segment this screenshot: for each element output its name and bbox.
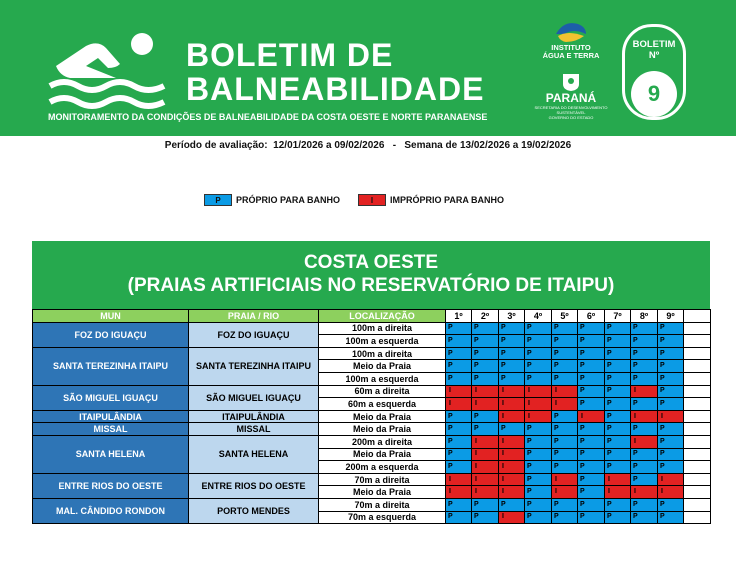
status-cell-blank [684, 385, 711, 398]
status-cell: P [658, 435, 684, 448]
status-cell: I [525, 410, 552, 423]
status-cell: P [472, 360, 499, 373]
status-cell: P [578, 423, 605, 436]
status-cell: P [658, 385, 684, 398]
status-cell: P [552, 372, 578, 385]
status-cell: I [472, 398, 499, 411]
col-header-day: 6º [578, 310, 605, 323]
location-cell: 200m a esquerda [319, 461, 446, 474]
status-cell: I [631, 385, 658, 398]
status-cell: P [446, 410, 472, 423]
status-cell: P [446, 322, 472, 335]
status-cell: P [525, 423, 552, 436]
status-cell: P [605, 322, 631, 335]
status-cell-blank [684, 486, 711, 499]
status-cell: I [446, 398, 472, 411]
parana-coat-of-arms-icon [559, 72, 583, 92]
iat-logo-icon [554, 20, 588, 44]
status-cell: P [631, 335, 658, 348]
status-cell: I [658, 486, 684, 499]
status-cell: P [499, 322, 525, 335]
status-cell: P [658, 398, 684, 411]
status-cell: P [446, 360, 472, 373]
status-cell: P [499, 372, 525, 385]
status-cell: P [552, 461, 578, 474]
status-cell-blank [684, 423, 711, 436]
status-cell: P [605, 511, 631, 524]
location-cell: 70m a direita [319, 473, 446, 486]
status-cell: I [658, 410, 684, 423]
status-cell: I [552, 398, 578, 411]
status-cell: P [578, 511, 605, 524]
status-cell: P [525, 448, 552, 461]
status-cell: P [446, 448, 472, 461]
status-cell: I [472, 486, 499, 499]
status-cell: I [472, 435, 499, 448]
location-cell: Meio da Praia [319, 448, 446, 461]
table-row [33, 435, 711, 448]
status-cell: P [605, 335, 631, 348]
status-cell: P [605, 461, 631, 474]
col-header-day: 8º [631, 310, 658, 323]
status-cell-blank [684, 372, 711, 385]
status-cell-blank [684, 347, 711, 360]
beach-cell: PORTO MENDES [189, 498, 319, 523]
status-cell: P [525, 347, 552, 360]
status-cell: P [552, 335, 578, 348]
header-banner [0, 0, 736, 136]
status-cell: P [472, 498, 499, 511]
status-cell: P [631, 423, 658, 436]
status-cell: P [578, 372, 605, 385]
status-cell: I [499, 435, 525, 448]
status-cell: P [578, 335, 605, 348]
status-cell: P [578, 385, 605, 398]
status-cell: I [499, 398, 525, 411]
bulletin-subtitle: MONITORAMENTO DA CONDIÇÕES DE BALNEABILIDADE DA COSTA OESTE E NORTE PARANAENSE [48, 112, 488, 122]
status-cell: P [578, 498, 605, 511]
status-cell: P [525, 498, 552, 511]
location-cell: 100m a direita [319, 347, 446, 360]
status-cell: I [552, 385, 578, 398]
status-cell: P [552, 322, 578, 335]
evaluation-period: Período de avaliação: 12/01/2026 a 09/02/2026 - Semana de 13/02/2026 a 19/02/2026 [164, 140, 572, 151]
status-cell: P [605, 423, 631, 436]
iat-logo [536, 20, 606, 60]
region-subtitle: (PRAIAS ARTIFICIAIS NO RESERVATÓRIO DE ITAIPU) [127, 275, 615, 296]
municipality-cell: ENTRE RIOS DO OESTE [33, 473, 189, 498]
status-cell: P [499, 360, 525, 373]
status-cell: P [525, 372, 552, 385]
status-cell: P [605, 372, 631, 385]
status-cell: P [658, 347, 684, 360]
badge-label-line1: BOLETIM [632, 39, 676, 50]
col-header-day: 2º [472, 310, 499, 323]
status-cell: I [631, 486, 658, 499]
status-cell: I [499, 461, 525, 474]
status-cell-blank [684, 461, 711, 474]
status-cell: P [578, 360, 605, 373]
status-cell: P [578, 448, 605, 461]
status-cell: P [658, 372, 684, 385]
municipality-cell: ITAIPULÂNDIA [33, 410, 189, 423]
parana-logo [533, 72, 609, 120]
status-cell: P [631, 372, 658, 385]
status-cell: P [525, 511, 552, 524]
status-cell: P [552, 347, 578, 360]
location-cell: 100m a esquerda [319, 372, 446, 385]
status-cell: P [472, 372, 499, 385]
badge-label-line2: Nº [648, 50, 660, 61]
bulletin-number-badge [622, 24, 686, 120]
status-cell: P [446, 372, 472, 385]
status-cell: I [499, 410, 525, 423]
status-cell: P [499, 347, 525, 360]
status-cell: P [605, 347, 631, 360]
status-cell: P [605, 410, 631, 423]
status-cell: P [525, 461, 552, 474]
status-cell: I [605, 473, 631, 486]
col-header-location: LOCALIZAÇÃO [319, 310, 446, 323]
status-cell: I [631, 410, 658, 423]
col-header-day: 5º [552, 310, 578, 323]
status-cell: I [472, 461, 499, 474]
status-cell: P [472, 347, 499, 360]
status-cell: P [446, 423, 472, 436]
col-header-municipality: MUN [33, 310, 189, 323]
status-cell: I [605, 486, 631, 499]
status-cell: P [578, 461, 605, 474]
status-cell: I [578, 410, 605, 423]
table-row [33, 385, 711, 398]
status-cell: I [525, 398, 552, 411]
status-cell: P [631, 347, 658, 360]
location-cell: 60m a esquerda [319, 398, 446, 411]
location-cell: 70m a direita [319, 498, 446, 511]
beach-cell: ITAIPULÂNDIA [189, 410, 319, 423]
status-cell-blank [684, 335, 711, 348]
municipality-cell: MAL. CÂNDIDO RONDON [33, 498, 189, 523]
status-cell: I [525, 385, 552, 398]
location-cell: 60m a direita [319, 385, 446, 398]
status-cell: P [525, 435, 552, 448]
status-cell: P [552, 435, 578, 448]
status-cell: I [631, 435, 658, 448]
bulletin-title-line2: BALNEABILIDADE [186, 71, 485, 107]
status-cell: P [658, 461, 684, 474]
legend-improper-label: IMPRÓPRIO PARA BANHO [390, 195, 505, 205]
status-cell: I [552, 473, 578, 486]
status-cell: P [578, 486, 605, 499]
status-cell: P [552, 423, 578, 436]
status-cell: P [578, 473, 605, 486]
region-header [32, 241, 710, 309]
status-cell: I [552, 486, 578, 499]
col-header-blank [684, 310, 711, 323]
status-cell: I [472, 385, 499, 398]
status-cell: P [658, 360, 684, 373]
location-cell: Meio da Praia [319, 423, 446, 436]
location-cell: 100m a esquerda [319, 335, 446, 348]
beach-cell: FOZ DO IGUAÇU [189, 322, 319, 347]
status-cell: I [499, 486, 525, 499]
status-cell: P [605, 360, 631, 373]
status-cell: P [631, 448, 658, 461]
status-cell: P [631, 322, 658, 335]
status-cell: P [631, 398, 658, 411]
bulletin-number: 9 [631, 71, 677, 117]
status-cell: P [631, 461, 658, 474]
col-header-day: 7º [605, 310, 631, 323]
status-cell: P [552, 511, 578, 524]
swimmer-icon [46, 32, 171, 112]
status-cell: I [499, 511, 525, 524]
status-cell-blank [684, 448, 711, 461]
status-cell: P [631, 473, 658, 486]
status-cell: P [446, 461, 472, 474]
status-cell: P [446, 498, 472, 511]
col-header-day: 1º [446, 310, 472, 323]
location-cell: Meio da Praia [319, 410, 446, 423]
iat-logo-line2: ÁGUA E TERRA [542, 51, 600, 60]
status-cell-blank [684, 322, 711, 335]
table-row [33, 423, 711, 436]
col-header-beach: PRAIA / RIO [189, 310, 319, 323]
beach-cell: SANTA TEREZINHA ITAIPU [189, 347, 319, 385]
status-cell: P [578, 435, 605, 448]
location-cell: Meio da Praia [319, 486, 446, 499]
status-cell: P [525, 322, 552, 335]
bathing-quality-table [32, 309, 711, 524]
status-cell: P [605, 398, 631, 411]
beach-cell: ENTRE RIOS DO OESTE [189, 473, 319, 498]
table-row [33, 322, 711, 335]
status-cell-blank [684, 360, 711, 373]
location-cell: 70m a esquerda [319, 511, 446, 524]
status-cell: P [472, 511, 499, 524]
status-cell-blank [684, 410, 711, 423]
status-cell: P [605, 498, 631, 511]
table-row [33, 473, 711, 486]
status-cell: I [472, 473, 499, 486]
status-cell: P [472, 335, 499, 348]
status-cell: P [446, 511, 472, 524]
table-body [33, 322, 711, 524]
legend-proper [204, 194, 340, 208]
col-header-day: 4º [525, 310, 552, 323]
status-cell: P [631, 360, 658, 373]
iat-logo-line1: INSTITUTO [551, 43, 591, 52]
legend-proper-label: PRÓPRIO PARA BANHO [236, 195, 341, 205]
status-cell: P [525, 360, 552, 373]
status-cell: P [658, 511, 684, 524]
table-header-row [33, 310, 711, 323]
status-cell: P [631, 498, 658, 511]
legend-improper [358, 194, 504, 208]
table-row [33, 410, 711, 423]
status-cell: I [499, 448, 525, 461]
status-cell: P [446, 435, 472, 448]
status-cell: P [472, 410, 499, 423]
status-cell: P [658, 423, 684, 436]
status-cell: P [658, 448, 684, 461]
status-cell: P [605, 385, 631, 398]
beach-cell: SANTA HELENA [189, 435, 319, 473]
col-header-day: 9º [658, 310, 684, 323]
status-cell: P [499, 335, 525, 348]
parana-logo-sub2: GOVERNO DO ESTADO [548, 115, 594, 120]
region-title: COSTA OESTE [303, 252, 439, 273]
status-cell: P [552, 410, 578, 423]
location-cell: 200m a direita [319, 435, 446, 448]
status-cell: I [446, 486, 472, 499]
status-cell: P [525, 486, 552, 499]
status-cell: P [605, 435, 631, 448]
status-cell: P [578, 347, 605, 360]
status-cell: P [631, 511, 658, 524]
municipality-cell: FOZ DO IGUAÇU [33, 322, 189, 347]
status-cell-blank [684, 398, 711, 411]
status-cell: I [499, 473, 525, 486]
location-cell: Meio da Praia [319, 360, 446, 373]
status-cell: P [552, 360, 578, 373]
table-row [33, 498, 711, 511]
status-cell: P [605, 448, 631, 461]
status-cell-blank [684, 498, 711, 511]
municipality-cell: MISSAL [33, 423, 189, 436]
status-cell: P [472, 423, 499, 436]
status-cell: P [525, 335, 552, 348]
status-cell: P [446, 335, 472, 348]
status-cell: P [658, 335, 684, 348]
status-cell: I [446, 385, 472, 398]
municipality-cell: SÃO MIGUEL IGUAÇU [33, 385, 189, 410]
status-cell: P [472, 322, 499, 335]
status-cell: P [578, 322, 605, 335]
status-cell: P [446, 347, 472, 360]
status-cell-blank [684, 511, 711, 524]
status-cell: I [446, 473, 472, 486]
legend-proper-swatch: P [204, 194, 232, 206]
parana-logo-name: PARANÁ [545, 91, 597, 105]
status-cell: P [658, 322, 684, 335]
status-cell: P [658, 498, 684, 511]
status-cell: P [578, 398, 605, 411]
municipality-cell: SANTA TEREZINHA ITAIPU [33, 347, 189, 385]
status-cell: I [658, 473, 684, 486]
status-cell: I [499, 385, 525, 398]
parana-logo-sub1: SECRETARIA DO DESENVOLVIMENTO SUSTENTÁVEL [534, 105, 608, 115]
legend-improper-swatch: I [358, 194, 386, 206]
location-cell: 100m a direita [319, 322, 446, 335]
status-cell: I [472, 448, 499, 461]
status-cell: P [525, 473, 552, 486]
table-row [33, 347, 711, 360]
status-cell: P [499, 423, 525, 436]
status-cell: P [499, 498, 525, 511]
status-cell: P [552, 498, 578, 511]
status-cell-blank [684, 473, 711, 486]
status-cell: P [552, 448, 578, 461]
beach-cell: MISSAL [189, 423, 319, 436]
col-header-day: 3º [499, 310, 525, 323]
status-cell-blank [684, 435, 711, 448]
municipality-cell: SANTA HELENA [33, 435, 189, 473]
bulletin-title-line1: BOLETIM DE [186, 37, 394, 73]
beach-cell: SÃO MIGUEL IGUAÇU [189, 385, 319, 410]
